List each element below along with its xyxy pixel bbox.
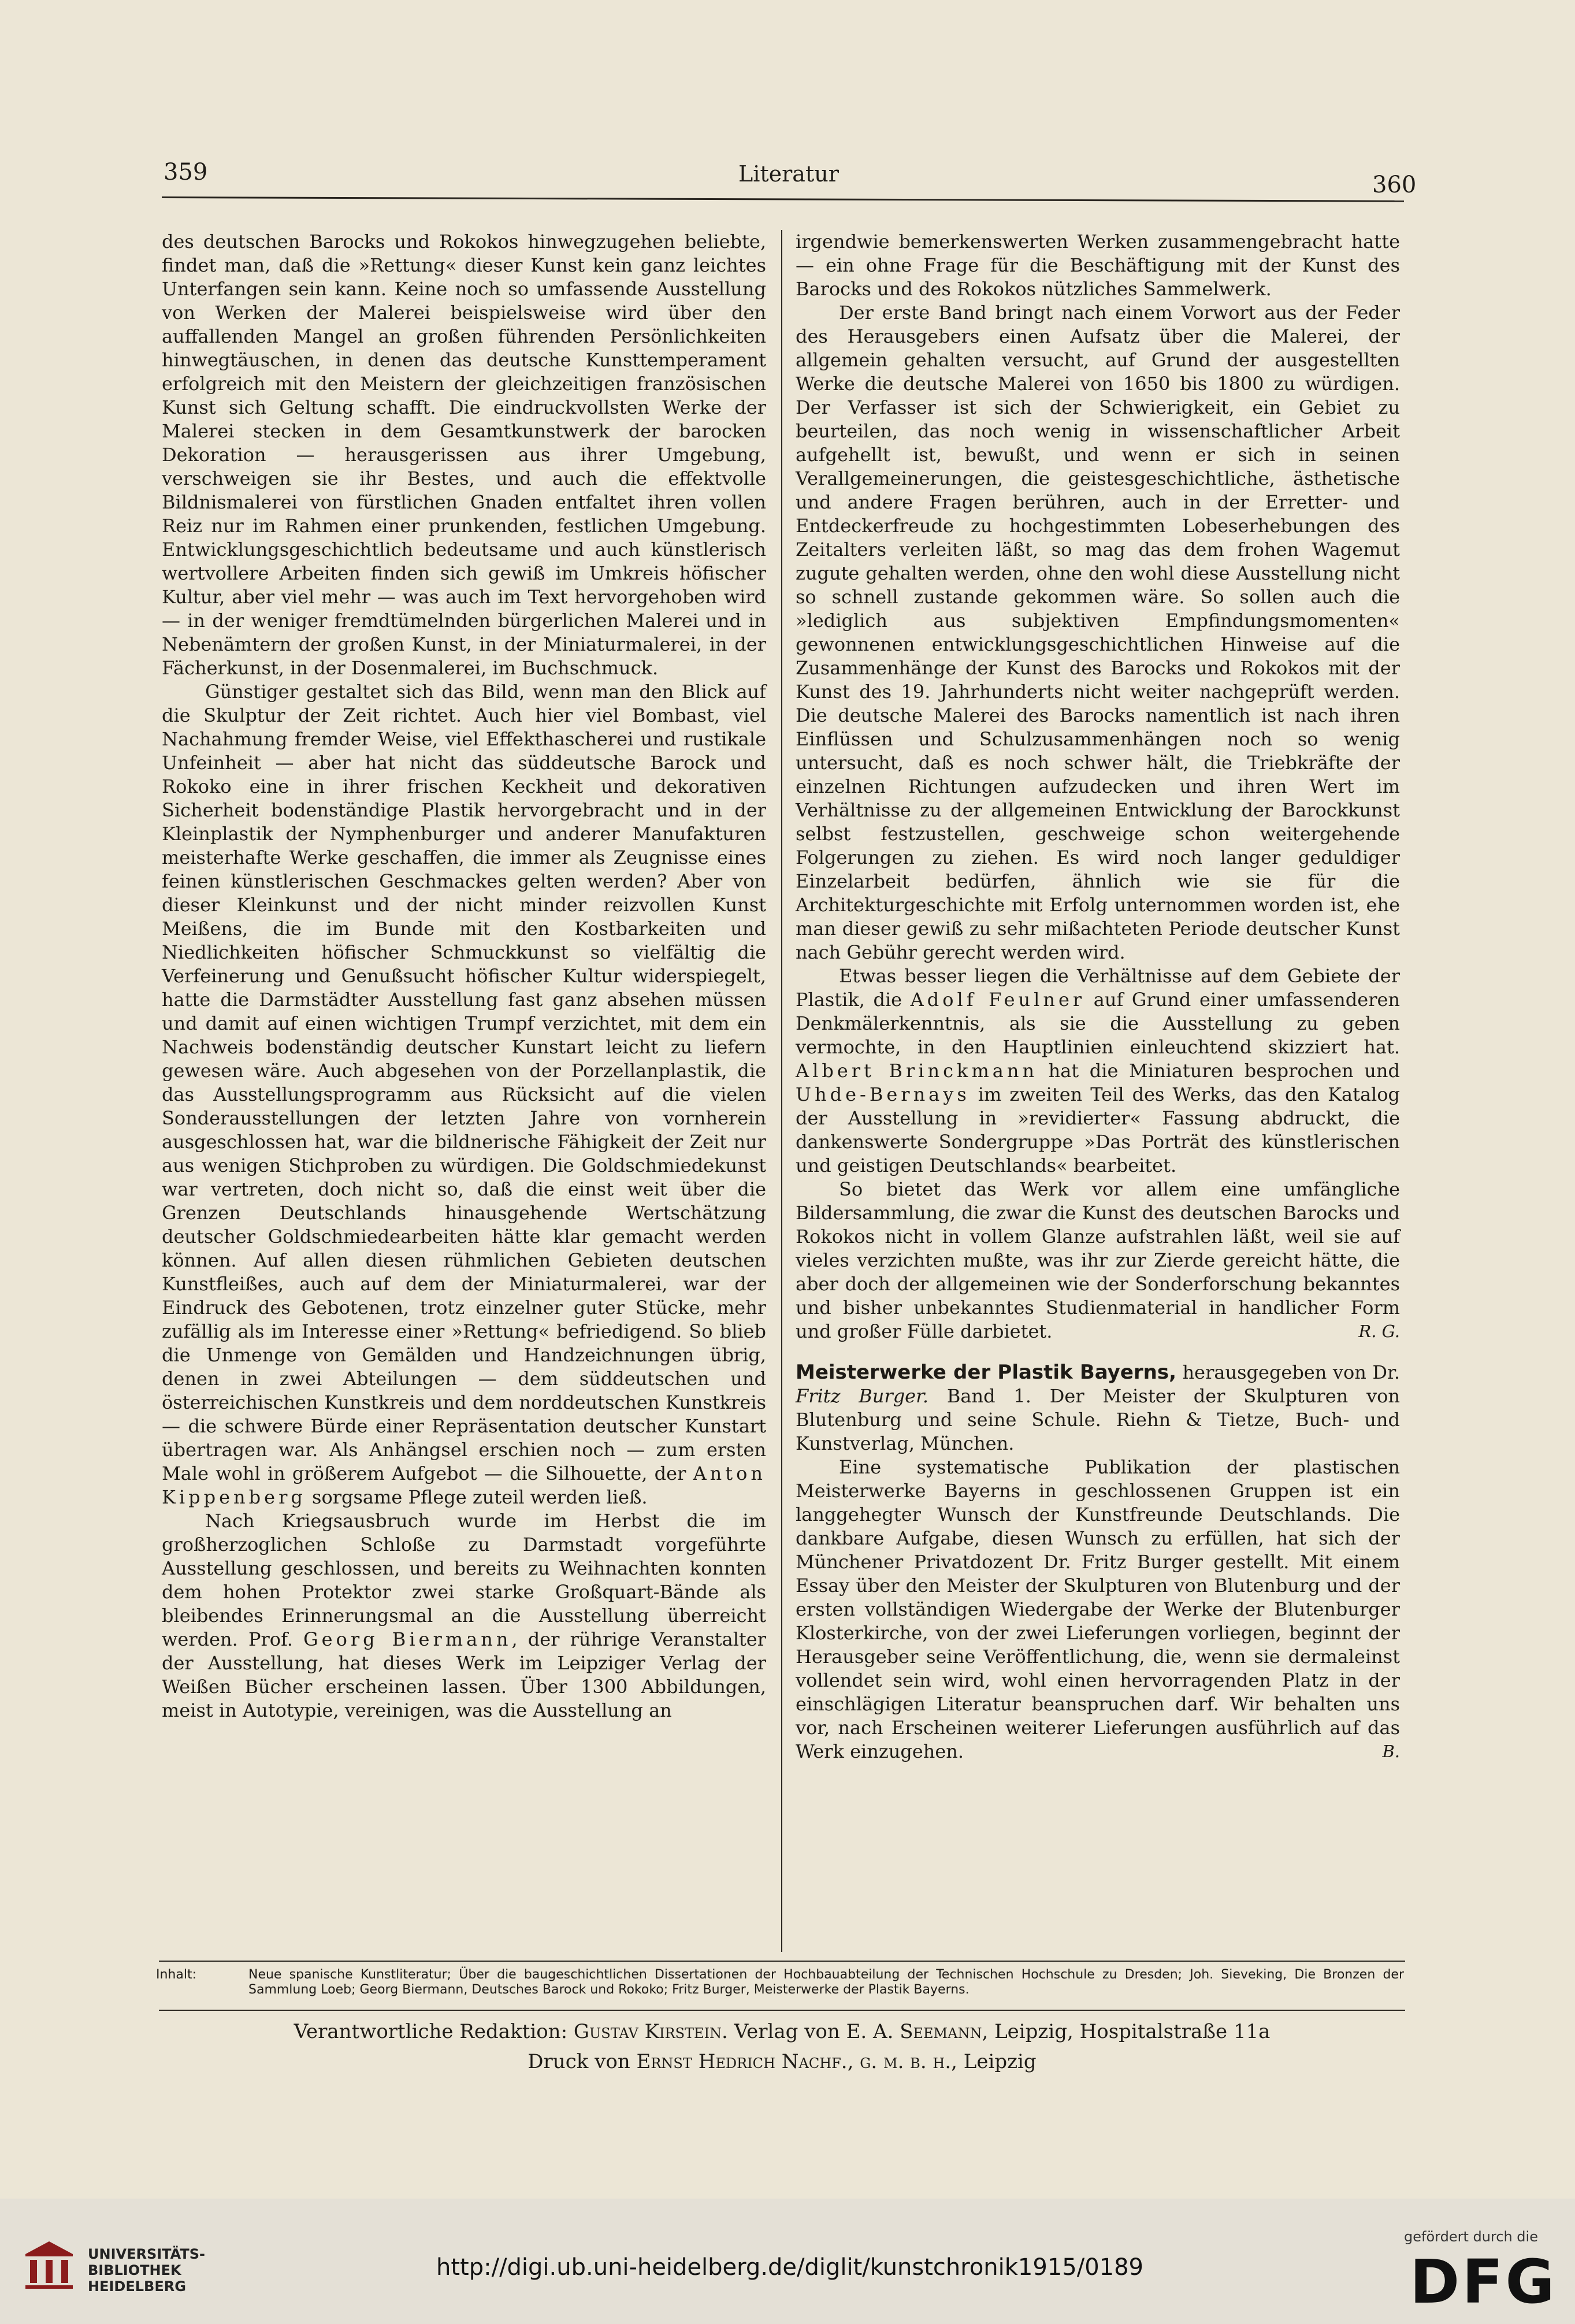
editor-name: Gustav Kirstein.	[573, 2020, 728, 2043]
paragraph-text: sorgsame Pflege zuteil werden ließ.	[312, 1486, 648, 1508]
paragraph: des deutschen Barocks und Rokokos hinwegzugehen beliebte, findet man, daß die »Rettung« dieser Kunst kein ganz leichtes Unterfangen sein kann. Keine noch so umfassende Ausstellung von Werken der Malerei beispielsweise wird über den auffallenden Mangel an großen führenden Persönlichkeiten hinwegtäuschen, in denen das deutsche Kunsttemperament erfolgreich mit den Meistern der gleichzeitigen französischen Kunst sich Geltung schafft. Die eindruckvollsten Werke der Malerei stecken in dem Gesamtkunstwerk der barocken Dekoration — herausgerissen aus ihrer Umgebung, verschweigen sie ihr Bestes, und auch die effektvolle Bildnismalerei von fürstlichen Gnaden entfaltet ihren vollen Reiz nur im Rahmen einer prunkenden, festlichen Umgebung. Entwicklungsgeschichtlich bedeutsame und auch künstlerisch wertvollere Arbeiten finden sich gewiß im Umkreis höfischer Kultur, aber viel mehr — was auch im Text hervorgehoben wird — in der weniger fremdtümelnden bürgerlichen Malerei und in Nebenämtern der großen Kunst, in der Miniaturmalerei, in der Fächerkunst, in der Dosenmalerei, im Buchschmuck.	[162, 231, 766, 679]
paragraph	[796, 1178, 1400, 1343]
column-rule	[781, 230, 782, 1952]
publisher-name: E. A. Seemann,	[846, 2020, 989, 2043]
left-column	[162, 230, 766, 1722]
imprint-line-1	[159, 2017, 1405, 2047]
header-rule	[162, 196, 1404, 202]
contents-text: Neue spanische Kunstliteratur; Über die baugeschichtlichen Dissertationen der Hochbauabteilung der Technischen Hochschule zu Dresden; Joh. Sieveking, Die Bronzen der Sammlung Loeb; Georg Biermann, Deutsches Barock und Rokoko; Fritz Burger, Meisterwerke der Plastik Bayerns.	[248, 1967, 1404, 1997]
imprint-line-2	[159, 2047, 1405, 2077]
paragraph-text: So bietet das Werk vor allem eine umfängliche Bildersammlung, die zwar die Kunst des deutschen Barocks und Rokokos nicht in vollem Glanze aufstrahlen läßt, weil sie auf vieles verzichten mußte, was ihr zur Zierde gereicht hätte, die aber doch der allgemeinen wie der Sonderforschung bekanntes und bisher unbekanntes Studienmaterial in handlicher Form und großer Fülle darbietet.	[796, 1178, 1400, 1342]
paragraph: Der erste Band bringt nach einem Vorwort aus der Feder des Herausgebers einen Aufsatz über die Malerei, der allgemein gehalten versucht, auf Grund der ausgestellten Werke die deutsche Malerei von 1650 bis 1800 zu würdigen. Der Verfasser ist sich der Schwierigkeit, ein Gebiet zu beurteilen, das noch wenig in wissenschaftlicher Arbeit aufgehellt ist, bewußt, und wenn er sich in seinen Verallgemeinerungen, die geistesgeschichtliche, ästhetische und andere Fragen berühren, auch in der Erretter- und Entdeckerfreude zu hochgestimmten Lobeserhebungen des Zeitalters verleiten läßt, so mag das dem frohen Wagemut zugute gehalten werden, ohne den wohl diese Ausstellung nicht so schnell zustande gekommen wäre. So sollen auch die »lediglich aus subjektiven Empfindungsmomenten« gewonnenen entwicklungsgeschichtlichen Hinweise auf die Zusammenhänge der Kunst des Barocks und Rokokos mit der Kunst des 19. Jahrhunderts nicht weiter nachgeprüft werden. Die deutsche Malerei des Barocks namentlich ist nach ihren Einflüssen und Schulzusammenhängen noch so wenig untersucht, daß es noch schwer hält, die Triebkräfte der einzelnen Richtungen aufzudecken und ihren Wert im Verhältnisse zu der allgemeinen Entwicklung der Barockkunst selbst festzustellen, geschweige schon weitergehende Folgerungen zu ziehen. Es wird noch langer geduldiger Einzelarbeit bedürfen, ähnlich wie sie für die Architekturgeschichte mit Erfolg unternommen worden ist, ehe man dieser gewiß zu sehr mißachteten Periode deutscher Kunst nach Gebühr gerecht werden wird.	[796, 302, 1400, 963]
person-name: Albert Brinckmann	[796, 1060, 1038, 1082]
review-editor: Fritz Burger.	[796, 1385, 929, 1407]
paragraph-text: im zweiten Teil des Werks, das den Katalog der Ausstellung in »revidierter« Fassung abdruckt, die dankenswerte Sondergruppe »Das Porträt des künstlerischen und geistigen Deutschlands« bearbeitet.	[796, 1083, 1401, 1176]
funded-by-label: gefördert durch die	[1404, 2229, 1538, 2245]
imprint-text: Leipzig	[963, 2050, 1037, 2073]
paragraph-text: Günstiger gestaltet sich das Bild, wenn man den Blick auf die Skulptur der Zeit richtet. Auch hier viel Bombast, viel Nachahmung fremder Weise, viel Effekthascherei und rustikale Unfeinheit — aber hat nicht das süddeutsche Barock und Rokoko eine in ihrer frischen Keckheit und dekorativen Sicherheit bodenständige Plastik hervorgebracht und in der Kleinplastik der Nymphenburger und anderer Manufakturen meisterhafte Werke geschaffen, die immer als Zeugnisse eines feinen künstlerischen Geschmackes gelten werden? Aber von dieser Kleinkunst und der nicht minder reizvollen Kunst Meißens, die im Bunde mit den Kostbarkeiten und Niedlichkeiten höfischer Schmuckkunst so vielfältig die Verfeinerung und Genußsucht höfischer Kultur widerspiegelt, hatte die Darmstädter Ausstellung fast ganz absehen müssen und damit auf einen wichtigen Trumpf verzichtet, mit dem ein Nachweis bodenständig deutscher Kunstart leicht zu liefern gewesen wäre. Auch abgesehen von der Porzellanplastik, die das Ausstellungsprogramm aus Rücksicht auf die vielen Sonderausstellungen der letzten Jahre von vornherein ausgeschlossen hat, war die bildnerische Fähigkeit der Zeit nur aus wenigen Stichproben zu würdigen. Die Goldschmiedekunst war vertreten, doch nicht so, daß die einst weit über die Grenzen Deutschlands hinausgehende Wertschätzung deutscher Goldschmiedearbeiten hätte klar gemacht werden können. Auf allen diesen rühmlichen Gebieten deutschen Kunstfleißes, auch auf dem der Miniaturmalerei, war der Eindruck des Gebotenen, trotz einzelner guter Stücke, mehr zufällig als im Interesse einer »Rettung« befriedigend. So blieb die Unmenge von Gemälden und Handzeichnungen übrig, denen in zwei Abteilungen — dem süddeutschen und österreichischen Kunstkreis und dem norddeutschen Kunstkreis — die schwere Bürde einer Repräsentation deutscher Kunstart übertragen war. Als Anhängsel erschien noch — zum ersten Male wohl in größerem Aufgebot — die Silhouette, der	[162, 681, 766, 1484]
university-library-logo-icon	[23, 2239, 75, 2291]
review-title: Meisterwerke der Plastik Bayerns,	[796, 1361, 1177, 1384]
permalink-url[interactable]: http://digi.ub.uni-heidelberg.de/diglit/kunstchronik1915/0189	[436, 2254, 1144, 2281]
digitization-footer	[0, 2199, 1575, 2324]
paragraph	[796, 964, 1400, 1178]
paragraph-text: Eine systematische Publikation der plastischen Meisterwerke Bayerns in geschlossenen Gruppen ist ein langgehegter Wunsch der Kunstfreunde Deutschlands. Die dankbare Aufgabe, diesen Wunsch zu erfüllen, hat sich der Münchener Privatdozent Dr. Fritz Burger gestellt. Mit einem Essay über den Meister der Skulpturen von Blutenburg und der ersten vollständigen Wiedergabe der Werke der Blutenburger Klosterkirche, von der zwei Lieferungen vorliegen, beginnt der Herausgeber seine Veröffentlichung, die, wenn sie dermaleinst vollendet sein wird, wohl einen hervorragenden Platz in der einschlägigen Literatur beanspruchen darf. Wir behalten uns vor, nach Erscheinen weiterer Lieferungen ausführlich auf das Werk einzugehen.	[796, 1456, 1400, 1762]
page-number-right: 360	[1372, 172, 1417, 198]
page-number-left: 359	[164, 159, 208, 185]
imprint-text: Verantwortliche Redaktion:	[294, 2020, 568, 2043]
person-name: Anton Kippenberg	[162, 1462, 767, 1508]
paragraph	[162, 680, 766, 1509]
imprint-text: Druck von	[528, 2050, 630, 2073]
paragraph: irgendwie bemerkenswerten Werken zusammengebracht hatte — ein ohne Frage für die Beschäftigung mit der Kunst des Barocks und des Rokokos nützliches Sammelwerk.	[796, 231, 1400, 300]
imprint	[159, 2017, 1405, 2077]
author-initials: B.	[1382, 1742, 1400, 1761]
person-name: Georg Biermann	[303, 1628, 512, 1650]
paragraph	[796, 1456, 1400, 1764]
paragraph	[162, 1509, 766, 1722]
imprint-rule	[159, 2010, 1405, 2011]
printer-name: Ernst Hedrich Nachf., g. m. b. h.,	[636, 2050, 957, 2073]
library-name-line: UNIVERSITÄTS-	[88, 2246, 206, 2262]
library-name-line: BIBLIOTHEK	[88, 2262, 181, 2278]
paragraph-text: Etwas besser liegen die Verhältnisse auf dem Gebiete der Plastik, die	[796, 965, 1400, 1011]
contents-label: Inhalt:	[156, 1967, 197, 1982]
imprint-text: Verlag von	[734, 2020, 840, 2043]
right-column	[796, 230, 1400, 1764]
imprint-text: Leipzig, Hospitalstraße 11a	[994, 2020, 1271, 2043]
paragraph-text: Nach Kriegsausbruch wurde im Herbst die im großherzoglichen Schloße zu Darmstadt vorgeführte Ausstellung geschlossen, und bereits zu Weihnachten konnten dem hohen Protektor zwei starke Großquart-Bände als bleibendes Erinnerungsmal an die Ausstellung überreicht werden. Prof.	[162, 1510, 766, 1650]
paragraph-text: auf Grund einer umfassenderen Denkmälerkenntnis, als sie die Ausstellung zu geben vermochte, in den Hauptlinien einleuchtend skizziert hat.	[796, 989, 1401, 1058]
paragraph-text: hat die Miniaturen besprochen und	[1048, 1060, 1401, 1082]
review-editor-prefix: herausgegeben von Dr.	[1182, 1361, 1400, 1383]
person-name: Adolf Feulner	[910, 989, 1086, 1011]
library-name-line: HEIDELBERG	[88, 2278, 186, 2295]
dfg-logo: DFG	[1410, 2247, 1557, 2317]
library-name	[88, 2246, 205, 2295]
author-initials: R. G.	[1358, 1321, 1400, 1341]
person-name: Uhde-Bernays	[796, 1083, 970, 1105]
review-heading	[796, 1361, 1400, 1456]
running-title: Literatur	[738, 161, 839, 187]
review-details: Band 1. Der Meister der Skulpturen von Blutenburg und seine Schule. Riehn & Tietze, Buch- und Kunstverlag, München.	[796, 1385, 1401, 1454]
contents-rule	[159, 1961, 1405, 1962]
paragraph-text: , der rührige Veranstalter der Ausstellung, hat dieses Werk im Leipziger Verlag der Weißen Bücher erscheinen lassen. Über 1300 Abbildungen, meist in Autotypie, vereinigen, was die Ausstellung an	[162, 1628, 767, 1721]
